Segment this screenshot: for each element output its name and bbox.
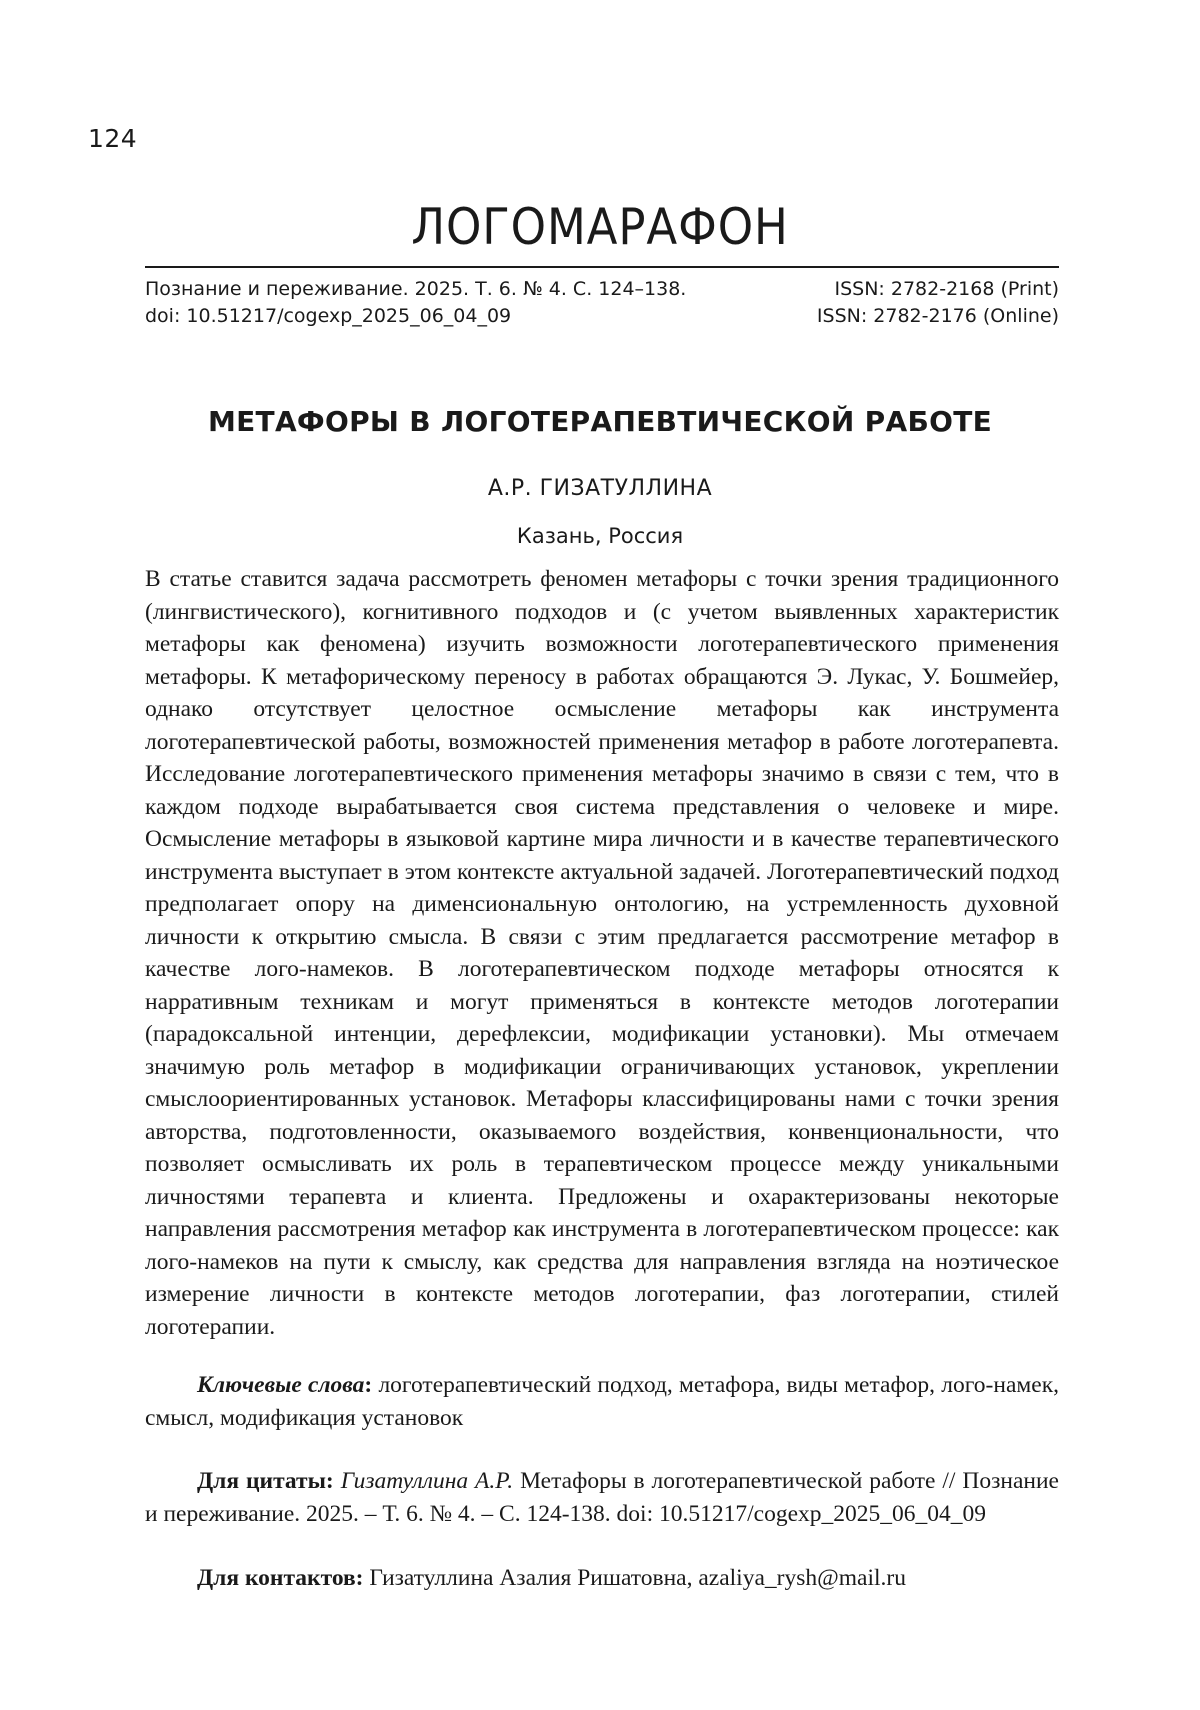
author-location: Казань, Россия (516, 524, 684, 548)
journal-reference: Познание и переживание. 2025. Т. 6. № 4. С. 124–138. (145, 278, 687, 300)
issn-print: ISSN: 2782-2168 (Print) (834, 278, 1059, 300)
issn-online: ISSN: 2782-2176 (Online) (816, 305, 1059, 327)
header-meta-row-2 (145, 305, 1059, 327)
header-divider (145, 266, 1059, 268)
page-number: 124 (88, 124, 138, 153)
citation-author: Гизатуллина А.Р. (333, 1468, 514, 1494)
section-title: ЛОГОМАРАФОН (411, 198, 789, 256)
contacts (145, 1562, 1059, 1595)
header-meta-row-1 (145, 278, 1059, 300)
article-title: МЕТАФОРЫ В ЛОГОТЕРАПЕВТИЧЕСКОЙ РАБОТЕ (207, 405, 993, 438)
contacts-label: Для контактов: (197, 1565, 364, 1591)
author-name: А.Р. ГИЗАТУЛЛИНА (487, 476, 713, 501)
keywords-text: логотерапевтический подход, метафора, виды метафор, лого-намек, смысл, модификация установок (145, 1372, 1059, 1431)
abstract: В статье ставится задача рассмотреть феномен метафоры с точки зрения традиционного (лингвистического), когнитивного подходов и (с учетом выявленных характеристик метафоры как феномена) изучить возможности логотерапевтического применения метафоры. К метафорическому переносу в работах обращаются Э. Лукас, У. Бошмейер, однако отсутствует целостное осмысление метафоры как инструмента логотерапевтической работы, возможностей применения метафор в работе логотерапевта. Исследование логотерапевтического применения метафоры значимо в связи с тем, что в каждом подходе вырабатывается своя система представления о человеке и мире. Осмысление метафоры в языковой картине мира личности и в качестве терапевтического инструмента выступает в этом контексте актуальной задачей. Логотерапевтический подход предполагает опору на дименсиональную онтологию, на устремленность духовной личности к открытию смысла. В связи с этим предлагается рассмотрение метафор в качестве лого-намеков. В логотерапевтическом подходе метафоры относятся к нарративным техникам и могут применяться в контексте методов логотерапии (парадоксальной интенции, дерефлексии, модификации установки). Мы отмечаем значимую роль метафор в модификации ограничивающих установок, укреплении смыслоориентированных установок. Метафоры классифицированы нами с точки зрения авторства, подготовленности, оказываемого воздействия, конвенциональности, что позволяет осмысливать их роль в терапевтическом процессе между уникальными личностями терапевта и клиента. Предложены и охарактеризованы некоторые направления рассмотрения метафор как инструмента в логотерапевтическом процессе: как лого-намеков на пути к смыслу, как средства для направления взгляда на ноэтическое измерение личности в контексте методов логотерапии, фаз логотерапии, стилей логотерапии. (145, 566, 1059, 1340)
keywords-colon: : (364, 1372, 373, 1398)
doi: doi: 10.51217/cogexp_2025_06_04_09 (145, 305, 512, 327)
keywords-label: Ключевые слова (197, 1372, 365, 1398)
keywords (145, 1369, 1059, 1434)
contacts-text: Гизатуллина Азалия Ришатовна, azaliya_rysh@mail.ru (363, 1565, 906, 1591)
citation (145, 1465, 1059, 1530)
citation-label: Для цитаты: (197, 1468, 334, 1494)
citation-text: Метафоры в логотерапевтической работе // Познание и переживание. 2025. – Т. 6. № 4. – С. 124-138. doi: 10.51217/cogexp_2025_06_04_09 (145, 1468, 1059, 1527)
